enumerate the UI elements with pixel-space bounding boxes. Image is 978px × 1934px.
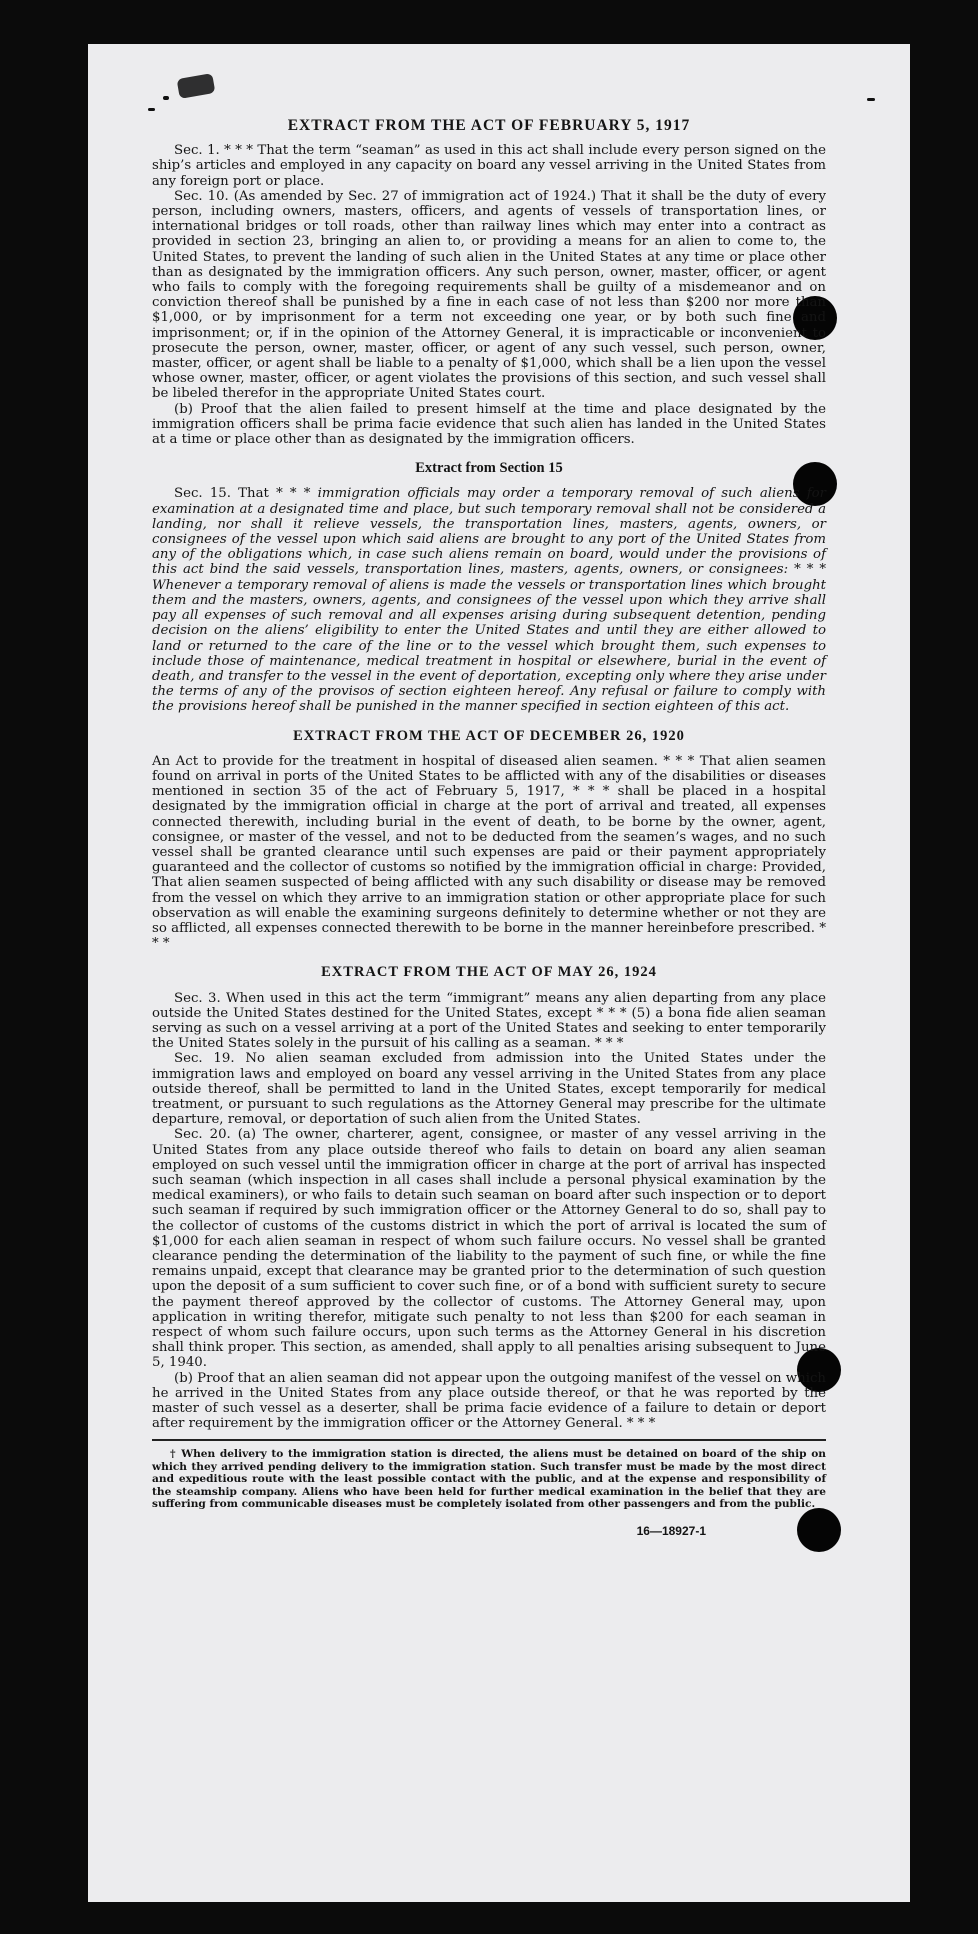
footnote: † When delivery to the immigration station is directed, the aliens must be detained on board of the ship on which they arrived pending delivery to the immigration station. Such transfer must be made by the most direct and expeditious route with the least possible contact with the public, and at the expense and responsibility of the steamship company. Aliens who have been held for further medical examination in the belief that they are suffering from communicable diseases must be completely isolated from other passengers and from the public. (152, 1448, 826, 1511)
act-1920-text: An Act to provide for the treatment in hospital of diseased alien seamen. * * * That alien seamen found on arrival in ports of the United States to be afflicted with any of the disabilities or diseases mentioned in section 35 of the act of February 5, 1917, * * * shall be placed in a hospital designated by the immigration official in charge at the port of arrival and treated, all expenses connected therewith, including burial in the event of death, to be borne by the owner, agent, consignee, or master of the vessel, and not to be deducted from the seamen’s wages, and no such vessel shall be granted clearance until such expenses are paid or their payment appropriately guaranteed and the collector of customs so notified by the immigration official in charge: Provided, That alien seamen suspected of being afflicted with any such disability or disease may be removed from the vessel on which they arrive to an immigration station or other appropriate place for such observation as will enable the examining surgeons definitely to determine whether or not they are so afflicted, all expenses connected therewith to be borne in the manner hereinbefore prescribed. * * * (152, 753, 826, 952)
section-20-b: (b) Proof that an alien seaman did not appear upon the outgoing manifest of the vessel on which he arrived in the United States from any place outside thereof, or that he was reported by the master of such vessel as a deserter, shall be prima facie evidence of a failure to detain or deport after requirement by the immigration officer or the Attorney General. * * * (152, 1370, 826, 1432)
heading-act-1924: EXTRACT FROM THE ACT OF MAY 26, 1924 (321, 964, 657, 981)
heading-act-1920: EXTRACT FROM THE ACT OF DECEMBER 26, 1920 (293, 727, 685, 744)
document-body (152, 118, 826, 1540)
ink-dot (163, 96, 169, 100)
footnote-divider (152, 1439, 826, 1441)
section-15-lead: Sec. 15. That * * * (174, 486, 318, 502)
section-1: Sec. 1. * * * That the term “seaman” as used in this act shall include every person signed on the ship’s articles and employed in any capacity on board any vessel arriving in the United States from any foreign port or place. (152, 143, 826, 189)
heading-section-15: Extract from Section 15 (415, 460, 563, 477)
ink-dot (148, 108, 155, 111)
section-19: Sec. 19. No alien seaman excluded from admission into the United States under the immigration laws and employed on board any vessel arriving in the United States from any place outside thereof, shall be permitted to land in the United States, except temporarily for medical treatment, or pursuant to such regulations as the Attorney General may prescribe for the ultimate departure, removal, or deportation of such alien from the United States. (152, 1051, 826, 1128)
ink-dot (867, 98, 875, 101)
section-20: Sec. 20. (a) The owner, charterer, agent, consignee, or master of any vessel arriving in the United States from any place outside thereof who fails to detain on board any alien seaman employed on such vessel until the immigration officer in charge at the port of arrival has inspected such seaman (which inspection in all cases shall include a personal physical examination by the medical examiners), or who fails to detain such seaman on board after such inspection or to deport such seaman if required by such immigration officer or the Attorney General to do so, shall pay to the collector of customs of the customs district in which the port of arrival is located the sum of $1,000 for each alien seaman in respect of whom such failure occurs. No vessel shall be granted clearance pending the determination of the liability to the payment of such fine, or while the fine remains unpaid, except that clearance may be granted prior to the determination of such question upon the deposit of a sum sufficient to cover such fine, or of a bond with sufficient surety to secure the payment thereof approved by the collector of customs. The Attorney General may, upon application in writing therefor, mitigate such penalty to not less than $200 for each seaman in respect of whom such failure occurs, upon such terms as the Attorney General in his discretion shall think proper. This section, as amended, shall apply to all penalties arising subsequent to June 5, 1940. (152, 1127, 826, 1371)
section-15-text: immigration officials may order a temporary removal of such aliens for examination at a designated time and place, but such temporary removal shall not be considered a landing, nor shall it relieve vessels, the transportation lines, masters, agents, owners, or consignees of the vessel upon which said aliens are brought to any port of the United States from any of the obligations which, in case such aliens remain on board, would under the provisions of this act bind the said vessels, transportation lines, masters, agents, owners, or consignees: * * * Whenever a temporary removal of aliens is made the vessels or transportation lines which brought them and the masters, owners, agents, and consignees of the vessel upon which they arrive shall pay all expenses of such removal and all expenses arising during subsequent detention, pending decision on the aliens’ eligibility to enter the United States and until they are either allowed to land or returned to the care of the line or to the vessel which brought them, such expenses to include those of maintenance, medical treatment in hospital or elsewhere, burial in the event of death, and transfer to the vessel in the event of deportation, excepting only where they arise under the terms of any of the provisos of section eighteen hereof. Any refusal or failure to comply with the provisions hereof shall be punished in the manner specified in section eighteen of this act. (152, 486, 826, 715)
section-10-b: (b) Proof that the alien failed to present himself at the time and place designated by the immigration officers shall be prima facie evidence that such alien has landed in the United States at a time or place other than as designated by the immigration officers. (152, 401, 826, 448)
section-15 (152, 486, 826, 714)
form-number: 16—18927-1 (636, 1524, 706, 1539)
section-10: Sec. 10. (As amended by Sec. 27 of immigration act of 1924.) That it shall be the duty of every person, including owners, masters, officers, and agents of vessels of transportation lines, or international bridges or toll roads, other than railway lines which may enter into a contract as provided in section 23, bringing an alien to, or providing a means for an alien to come to, the United States, to prevent the landing of such alien in the United States at any time or place other than as designated by the immigration officers. Any such person, owner, master, officer, or agent who fails to comply with the foregoing requirements shall be guilty of a misdemeanor and on conviction thereof shall be punished by a fine in each case of not less than $200 nor more than $1,000, or by imprisonment for a term not exceeding one year, or by both such fine and imprisonment; or, if in the opinion of the Attorney General, it is impracticable or inconvenient to prosecute the person, owner, master, officer, or agent of any such vessel, such person, owner, master, officer, or agent shall be liable to a penalty of $1,000, which shall be a lien upon the vessel whose owner, master, officer, or agent violates the provisions of this section, and such vessel shall be libeled therefor in the appropriate United States court. (152, 188, 826, 402)
section-3: Sec. 3. When used in this act the term “immigrant” means any alien departing from any place outside the United States destined for the United States, except * * * (5) a bona fide alien seaman serving as such on a vessel arriving at a port of the United States and seeking to enter temporarily the United States solely in the pursuit of his calling as a seaman. * * * (152, 990, 826, 1052)
heading-act-1917: EXTRACT FROM THE ACT OF FEBRUARY 5, 1917 (287, 117, 691, 134)
